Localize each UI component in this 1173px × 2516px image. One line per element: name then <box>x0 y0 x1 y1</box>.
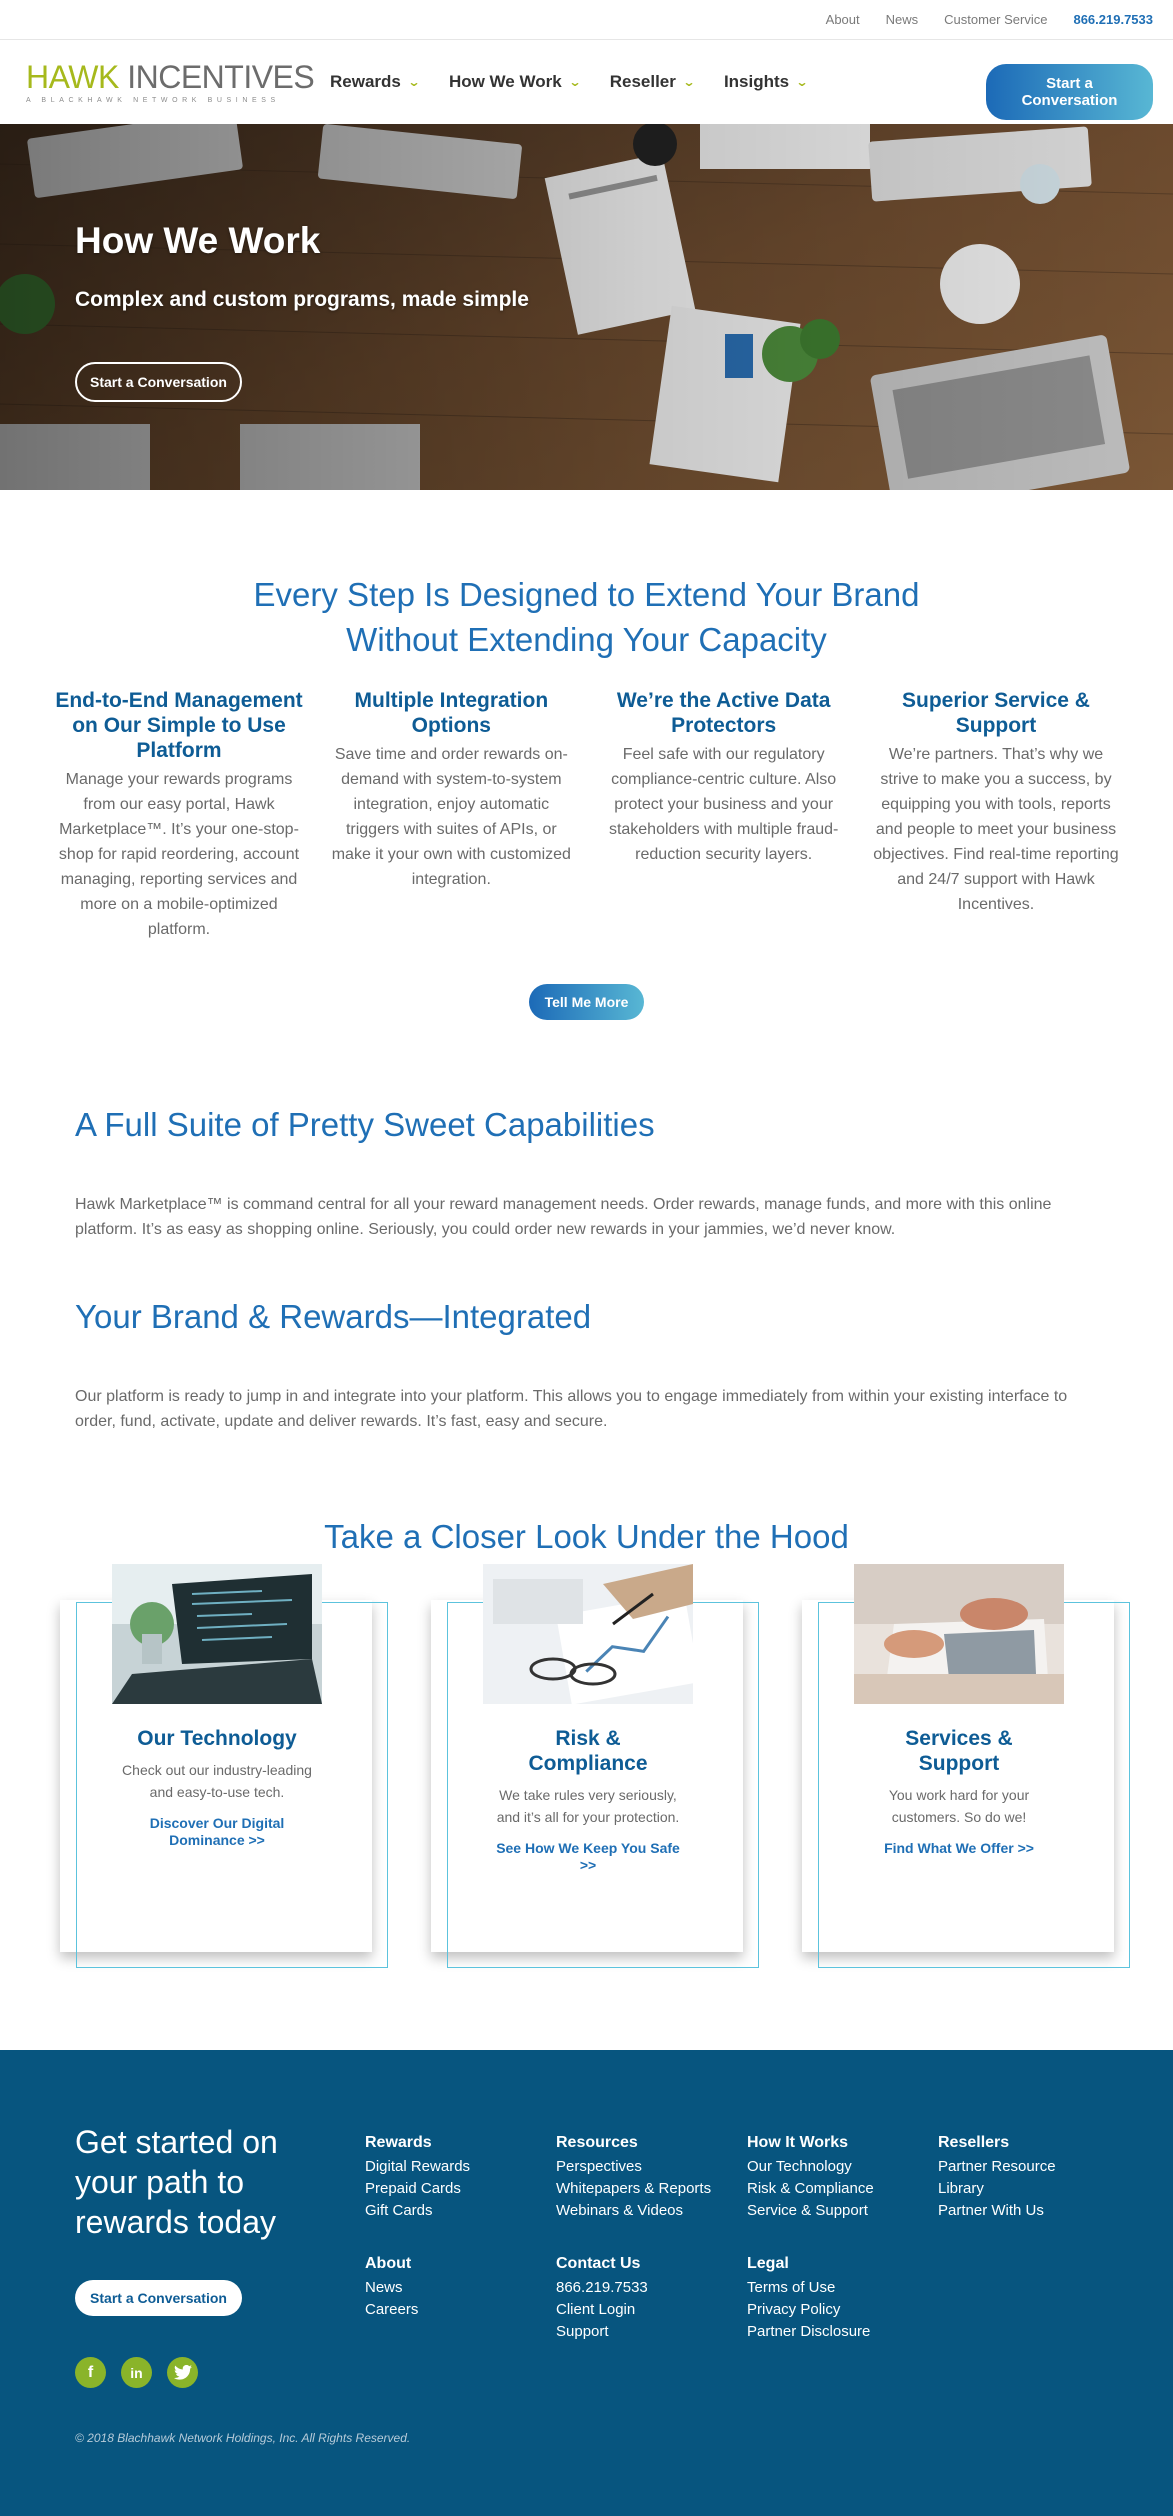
card-image-documents <box>483 1564 693 1704</box>
nav-item-label: How We Work <box>448 72 562 91</box>
card-title: Services & Support <box>905 1727 1013 1775</box>
integrated-heading: Your Brand & Rewards—Integrated <box>75 1298 592 1335</box>
card-image-meeting <box>854 1564 1064 1704</box>
footer-column-resources <box>556 2134 736 2222</box>
card-text: You work hard for your customers. So do we! <box>888 1787 1030 1825</box>
chevron-down-icon: ⌄ <box>407 75 421 89</box>
main-nav <box>0 40 1173 124</box>
footer-column-contact <box>556 2255 736 2343</box>
integrated-section <box>0 1298 1173 1434</box>
steps-row <box>0 688 1173 942</box>
footer-link[interactable]: Partner With Us <box>938 2202 1044 2219</box>
logo[interactable] <box>26 58 315 104</box>
footer-column-legal <box>747 2255 927 2343</box>
footer-link[interactable]: 866.219.7533 <box>556 2279 648 2296</box>
nav-menu <box>330 72 807 92</box>
step-text: Feel safe with our regulatory compliance-centric culture. Also protect your business and your stakeholders with multiple fraud-reduction security layers. <box>608 746 839 863</box>
integrated-text: Our platform is ready to jump in and integrate into your platform. This allows you to engage immediately from within your existing interface to order, fund, activate, update and deliver rewards. It’s fast, easy and secure. <box>75 1388 1068 1430</box>
step-column <box>871 688 1121 942</box>
logo-word-incentives: INCENTIVES <box>127 58 315 95</box>
steps-heading <box>0 572 1173 662</box>
site-footer <box>0 2050 1173 2516</box>
hero-subtitle: Complex and custom programs, made simple <box>75 288 529 311</box>
hero-title: How We Work <box>75 220 321 261</box>
footer-link[interactable]: Service & Support <box>747 2202 868 2219</box>
chevron-down-icon: ⌄ <box>795 75 809 89</box>
footer-link[interactable]: News <box>365 2279 403 2296</box>
footer-column-heading: Rewards <box>365 2134 432 2151</box>
step-column <box>599 688 849 942</box>
footer-link[interactable]: Webinars & Videos <box>556 2202 684 2219</box>
footer-column-about <box>365 2255 545 2321</box>
card-title: Our Technology <box>137 1727 297 1750</box>
footer-link[interactable]: Privacy Policy <box>747 2301 841 2318</box>
utility-bar <box>0 0 1173 40</box>
step-title: Multiple Integration Options <box>354 689 549 737</box>
nav-item-reseller[interactable] <box>610 72 694 92</box>
step-title: We’re the Active Data Protectors <box>616 689 831 737</box>
topbar-link-customer-service[interactable]: Customer Service <box>944 12 1048 27</box>
chevron-down-icon: ⌄ <box>682 75 696 89</box>
capabilities-heading: A Full Suite of Pretty Sweet Capabilities <box>75 1106 655 1143</box>
nav-item-insights[interactable] <box>724 72 807 92</box>
card-link-find-what-we-offer[interactable]: Find What We Offer >> <box>884 1840 1034 1856</box>
card-our-technology <box>60 1600 372 1952</box>
hero-banner <box>0 124 1173 490</box>
capabilities-section <box>0 1106 1173 1242</box>
footer-link[interactable]: Our Technology <box>747 2158 852 2175</box>
topbar-link-about[interactable]: About <box>825 12 860 27</box>
card-image-laptop <box>112 1564 322 1704</box>
capabilities-text: Hawk Marketplace™ is command central for all your reward management needs. Order rewards, manage funds, and more with this online platform. It’s as easy as shopping online. Seriously, you could order new rewards in your jammies, we’d never know. <box>75 1196 1052 1238</box>
step-title: End-to-End Management on Our Simple to Use Platform <box>55 689 303 762</box>
card-link-discover-technology[interactable]: Discover Our Digital Dominance >> <box>149 1815 285 1848</box>
feature-cards <box>0 1564 1173 2024</box>
footer-column-heading: About <box>365 2255 412 2272</box>
card-title: Risk & Compliance <box>528 1727 648 1775</box>
step-text: Save time and order rewards on-demand with system-to-system integration, enjoy automatic triggers with suites of APIs, or make it your own with customized integration. <box>331 746 571 888</box>
chevron-down-icon: ⌄ <box>568 75 582 89</box>
footer-start-conversation-button[interactable]: Start a Conversation <box>75 2280 242 2316</box>
footer-link[interactable]: Perspectives <box>556 2158 642 2175</box>
social-links <box>75 2357 198 2388</box>
nav-item-how-we-work[interactable] <box>449 72 580 92</box>
footer-link[interactable]: Partner Resource <box>938 2158 1056 2175</box>
step-column <box>326 688 576 942</box>
card-risk-compliance <box>431 1600 743 1952</box>
step-column <box>54 688 304 942</box>
footer-link[interactable]: Digital Rewards <box>365 2158 471 2175</box>
facebook-icon[interactable]: f <box>75 2357 106 2388</box>
nav-item-label: Reseller <box>609 72 676 91</box>
card-link-keep-you-safe[interactable]: See How We Keep You Safe >> <box>496 1840 680 1873</box>
steps-heading-line2: Without Extending Your Capacity <box>346 621 827 658</box>
nav-item-label: Rewards <box>330 72 401 91</box>
card-services-support <box>802 1600 1114 1952</box>
logo-word-hawk: HAWK <box>26 58 119 95</box>
footer-column-heading: Contact Us <box>556 2255 641 2272</box>
footer-link[interactable]: Library <box>938 2180 984 2197</box>
card-text: Check out our industry-leading and easy-to-use tech. <box>122 1762 312 1800</box>
hero-start-conversation-button[interactable]: Start a Conversation <box>75 362 242 402</box>
footer-link[interactable]: Gift Cards <box>365 2202 433 2219</box>
step-text: Manage your rewards programs from our easy portal, Hawk Marketplace™. It’s your one-stop-shop for rapid reordering, account managing, reporting services and more on a mobile-optimized platform. <box>58 771 300 938</box>
footer-column-heading: Resources <box>556 2134 638 2151</box>
logo-tagline: A BLACKHAWK NETWORK BUSINESS <box>26 96 280 104</box>
start-conversation-button[interactable]: Start a Conversation <box>986 64 1153 120</box>
footer-column-heading: Resellers <box>938 2134 1010 2151</box>
steps-heading-line1: Every Step Is Designed to Extend Your Brand <box>253 576 920 613</box>
topbar-link-news[interactable]: News <box>885 12 919 27</box>
closer-look-heading: Take a Closer Look Under the Hood <box>324 1518 849 1555</box>
footer-link[interactable]: Support <box>556 2323 609 2340</box>
footer-link[interactable]: Prepaid Cards <box>365 2180 461 2197</box>
footer-link[interactable]: Careers <box>365 2301 419 2318</box>
card-text: We take rules very seriously, and it’s all for your protection. <box>496 1787 680 1825</box>
linkedin-icon[interactable]: in <box>121 2357 152 2388</box>
footer-column-heading: Legal <box>747 2255 789 2272</box>
copyright: © 2018 Blachhawk Network Holdings, Inc. All Rights Reserved. <box>75 2431 411 2445</box>
footer-link[interactable]: Partner Disclosure <box>747 2323 871 2340</box>
footer-column-resellers <box>938 2134 1118 2222</box>
topbar-phone-link[interactable]: 866.219.7533 <box>1073 12 1153 27</box>
footer-link[interactable]: Terms of Use <box>747 2279 836 2296</box>
footer-link[interactable]: Client Login <box>556 2301 636 2318</box>
footer-column-how-it-works <box>747 2134 927 2222</box>
nav-item-label: Insights <box>723 72 790 91</box>
footer-column-rewards <box>365 2134 545 2222</box>
twitter-icon[interactable] <box>167 2357 198 2388</box>
step-title: Superior Service & Support <box>902 689 1090 737</box>
tell-me-more-button[interactable]: Tell Me More <box>529 984 644 1020</box>
step-text: We’re partners. That’s why we strive to make you a success, by equipping you with tools, reports and people to meet your business objectives. Find real-time reporting and 24/7 support with Hawk Incentives. <box>873 746 1119 913</box>
footer-column-heading: How It Works <box>747 2134 849 2151</box>
footer-cta-heading: Get started on your path to rewards today <box>75 2124 278 2240</box>
footer-link[interactable]: Risk & Compliance <box>747 2180 874 2197</box>
nav-item-rewards[interactable] <box>330 72 419 92</box>
footer-link[interactable]: Whitepapers & Reports <box>556 2180 712 2197</box>
